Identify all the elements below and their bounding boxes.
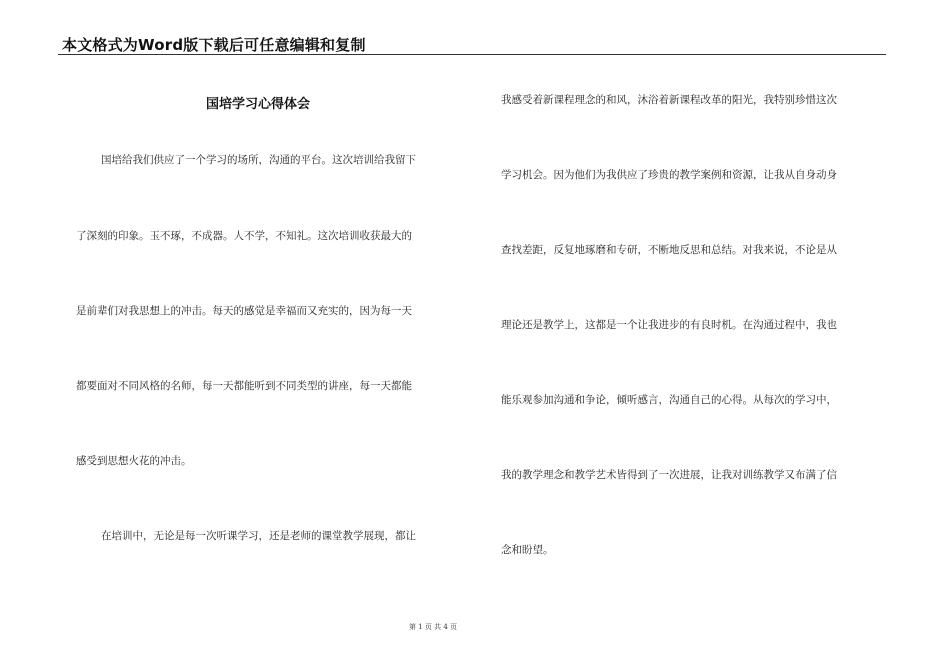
download-banner-text: 本文格式为Word版下载后可任意编辑和复制 xyxy=(62,36,366,54)
right-column-line: 我感受着新课程理念的和风，沐浴着新课程改革的阳光，我特别珍惜这次 xyxy=(501,94,837,106)
right-column-line: 我的教学理念和教学艺术皆得到了一次进展，让我对训练教学又布满了信 xyxy=(501,469,837,481)
right-column-line: 查找差距，反复地琢磨和专研，不断地反思和总结。对我来说，不论是从 xyxy=(501,244,837,256)
left-column-line: 是前辈们对我思想上的冲击。每天的感觉是幸福而又充实的，因为每一天 xyxy=(76,305,412,317)
header-divider xyxy=(58,54,886,55)
left-column-line: 都要面对不同风格的名师，每一天都能听到不同类型的讲座，每一天都能 xyxy=(76,380,412,392)
right-column-line: 能乐观参加沟通和争论，倾听感言，沟通自己的心得。从每次的学习中， xyxy=(501,394,837,406)
left-column-line: 在培训中，无论是每一次听课学习，还是老师的课堂教学展现，都让 xyxy=(101,530,416,542)
left-column-line: 国培给我们供应了一个学习的场所，沟通的平台。这次培训给我留下 xyxy=(101,154,416,166)
left-column-line: 感受到思想火花的冲击。 xyxy=(76,455,192,467)
left-column-line: 了深刻的印象。玉不琢，不成器。人不学，不知礼。这次培训收获最大的 xyxy=(76,230,412,242)
right-column-line: 学习机会。因为他们为我供应了珍贵的教学案例和资源，让我从自身动身 xyxy=(501,169,837,181)
right-column-line: 念和盼望。 xyxy=(501,544,554,556)
right-column-line: 理论还是教学上，这都是一个让我进步的有良时机。在沟通过程中，我也 xyxy=(501,319,837,331)
page-number: 第 1 页 共 4 页 xyxy=(409,623,458,631)
document-title: 国培学习心得体会 xyxy=(206,97,311,112)
